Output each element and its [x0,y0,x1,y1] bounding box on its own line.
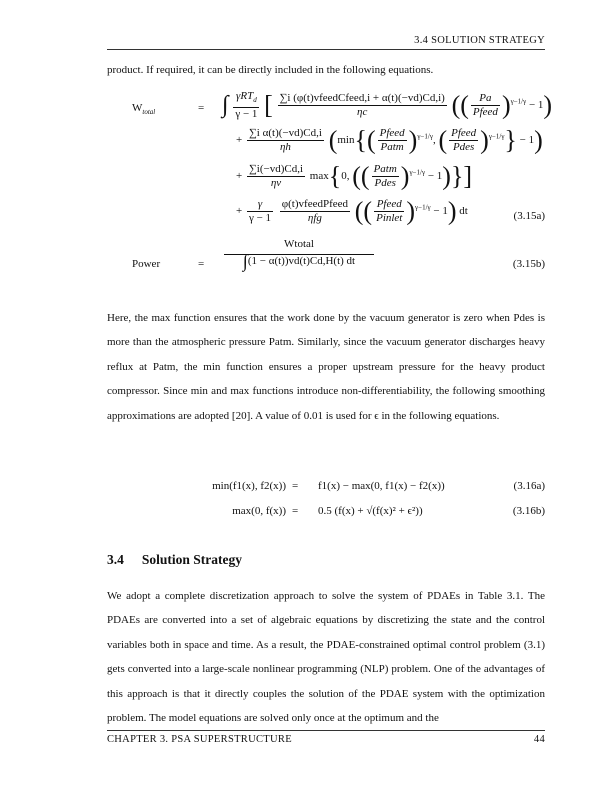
equation-number: (3.15b) [512,258,545,270]
integral-sign: ∫ [222,92,229,119]
footer-rule [107,730,545,731]
footer-chapter: CHAPTER 3. PSA SUPERSTRUCTURE [107,734,292,745]
header-rule [107,49,545,50]
running-header: 3.4 SOLUTION STRATEGY [414,35,545,46]
paragraph: Here, the max function ensures that the work done by the vacuum generator is zero when Pdes is more than the atmospheric pressure Patm. Similarly, since the vacuum generator discharges heavy reflux at Patm, the min function ensures a proper upstream pressure for the heavy product compressor. Since min and max functions introduce non-differentiability, the following smoothing approximations are adopted [20]. A value of 0.01 is used for ϵ in the following equations. [107,312,545,422]
page: 3.4 SOLUTION STRATEGY product. If required, it can be directly included in the following equations. $W_{total}$ = ∫ $\frac{\gamma RT_d}{\gamma - 1}$ [ $\frac{\text{∑i (φ(t)vfeedCfeed,i + α(t)(−vd)Cd,i)}}{\eta c}$ (( $\frac{Pa}{\text{Pfeed}}$ )$^{\gamma-1/\gamma}$ − 1) + $\frac{\text{∑i α(t)(−vd)Cd,i}}{\eta h}$ (min{( $\frac{\text{Pfeed}}{\text{Patm}}$ )$^{\gamma-1/\gamma}$, ( $\frac{\text{Pfeed}}{\text{Pdes}}$ )$^{\gamma-1/\gamma}$} − 1) + $\frac{\sum i(-vd)Cd,i}{\eta v}$ max{0, (( $\frac{\text{Patm}}{\text{Pdes}}$ )$^{\gamma-1/\gamma}$ − 1)}] + $\frac{\gamma}{\gamma - 1}$ $\frac{\text{φ(t)vfeedPfeed}}{\text{ηfg}}$ (( $\frac{\text{Pfeed}}{\text{Pinlet}}$ )$^{\gamma-1/\gamma}$ − 1) dt (3.15a) Power = $\frac{\text{Wtotal}}{\int(1 - \alpha(t))vd(t)Cd,H(t) dt}$ (3.15b) Here, the max function ensures that the work done by the vacuum generator is zero when Pdes is more than the atmospheric pressure Patm. Similarly, since the vacuum generator discharges heavy reflux at Patm, the min function ensures a proper upstream pressure for the heavy product compressor. Since min and max functions introduce non-differentiability, the following smoothing approximations are adopted [20]. A value of 0.01 is used for ϵ in the following equations. min(f1(x), f2(x)) = f1(x) − max(0, f1(x) − f2(x)) (3.16a) max(0, f(x)) = 0.5 (f(x) + √(f(x)² + ϵ²)) (3.16b) 3.4 Solution Strategy We adopt a complete discretization approach to solve the system of PDAEs in Table 3.1. The PDAEs are converted into a set of algebraic equations by discretizing the state and the control variables both in space and time. As a result, the PDAE-constrained optimal control problem (3.1) gets converted into a large-scale nonlinear programming (NLP) problem. One of the advantages of this approach is that it directly couples the solution of the PDAE system with the optimization problem. The model equations are solved only once at the optimum and the CHAPTER 3. PSA SUPERSTRUCTURE 44 [0,0,612,792]
section-heading: 3.4 Solution Strategy [107,552,243,567]
equation-number: (3.15a) [513,210,545,222]
fraction: $\frac{\text{∑i (φ(t)vfeedCfeed,i + α(t)(−vd)Cd,i)}}{\eta c}$ [279,92,445,119]
eq-equals: = [198,102,205,114]
footer [107,734,545,745]
paragraph: We adopt a complete discretization approach to solve the system of PDAEs in Table 3.1. The PDAEs are converted into a set of algebraic equations by discretizing the state and the control variables both in space and time. As a result, the PDAE-constrained optimal control problem (3.1) gets converted into a large-scale nonlinear programming (NLP) problem. One of the advantages of this approach is that it directly couples the solution of the PDAE system with the optimization problem. The model equations are solved only once at the optimum and the [107,590,545,725]
fraction: $\frac{\gamma RT_d}{\gamma - 1}$ [235,90,258,121]
eq-lhs: $W_{total}$ [132,102,156,117]
page-number: 44 [533,734,545,745]
intro-text: product. If required, it can be directly included in the following equations. [107,64,434,76]
